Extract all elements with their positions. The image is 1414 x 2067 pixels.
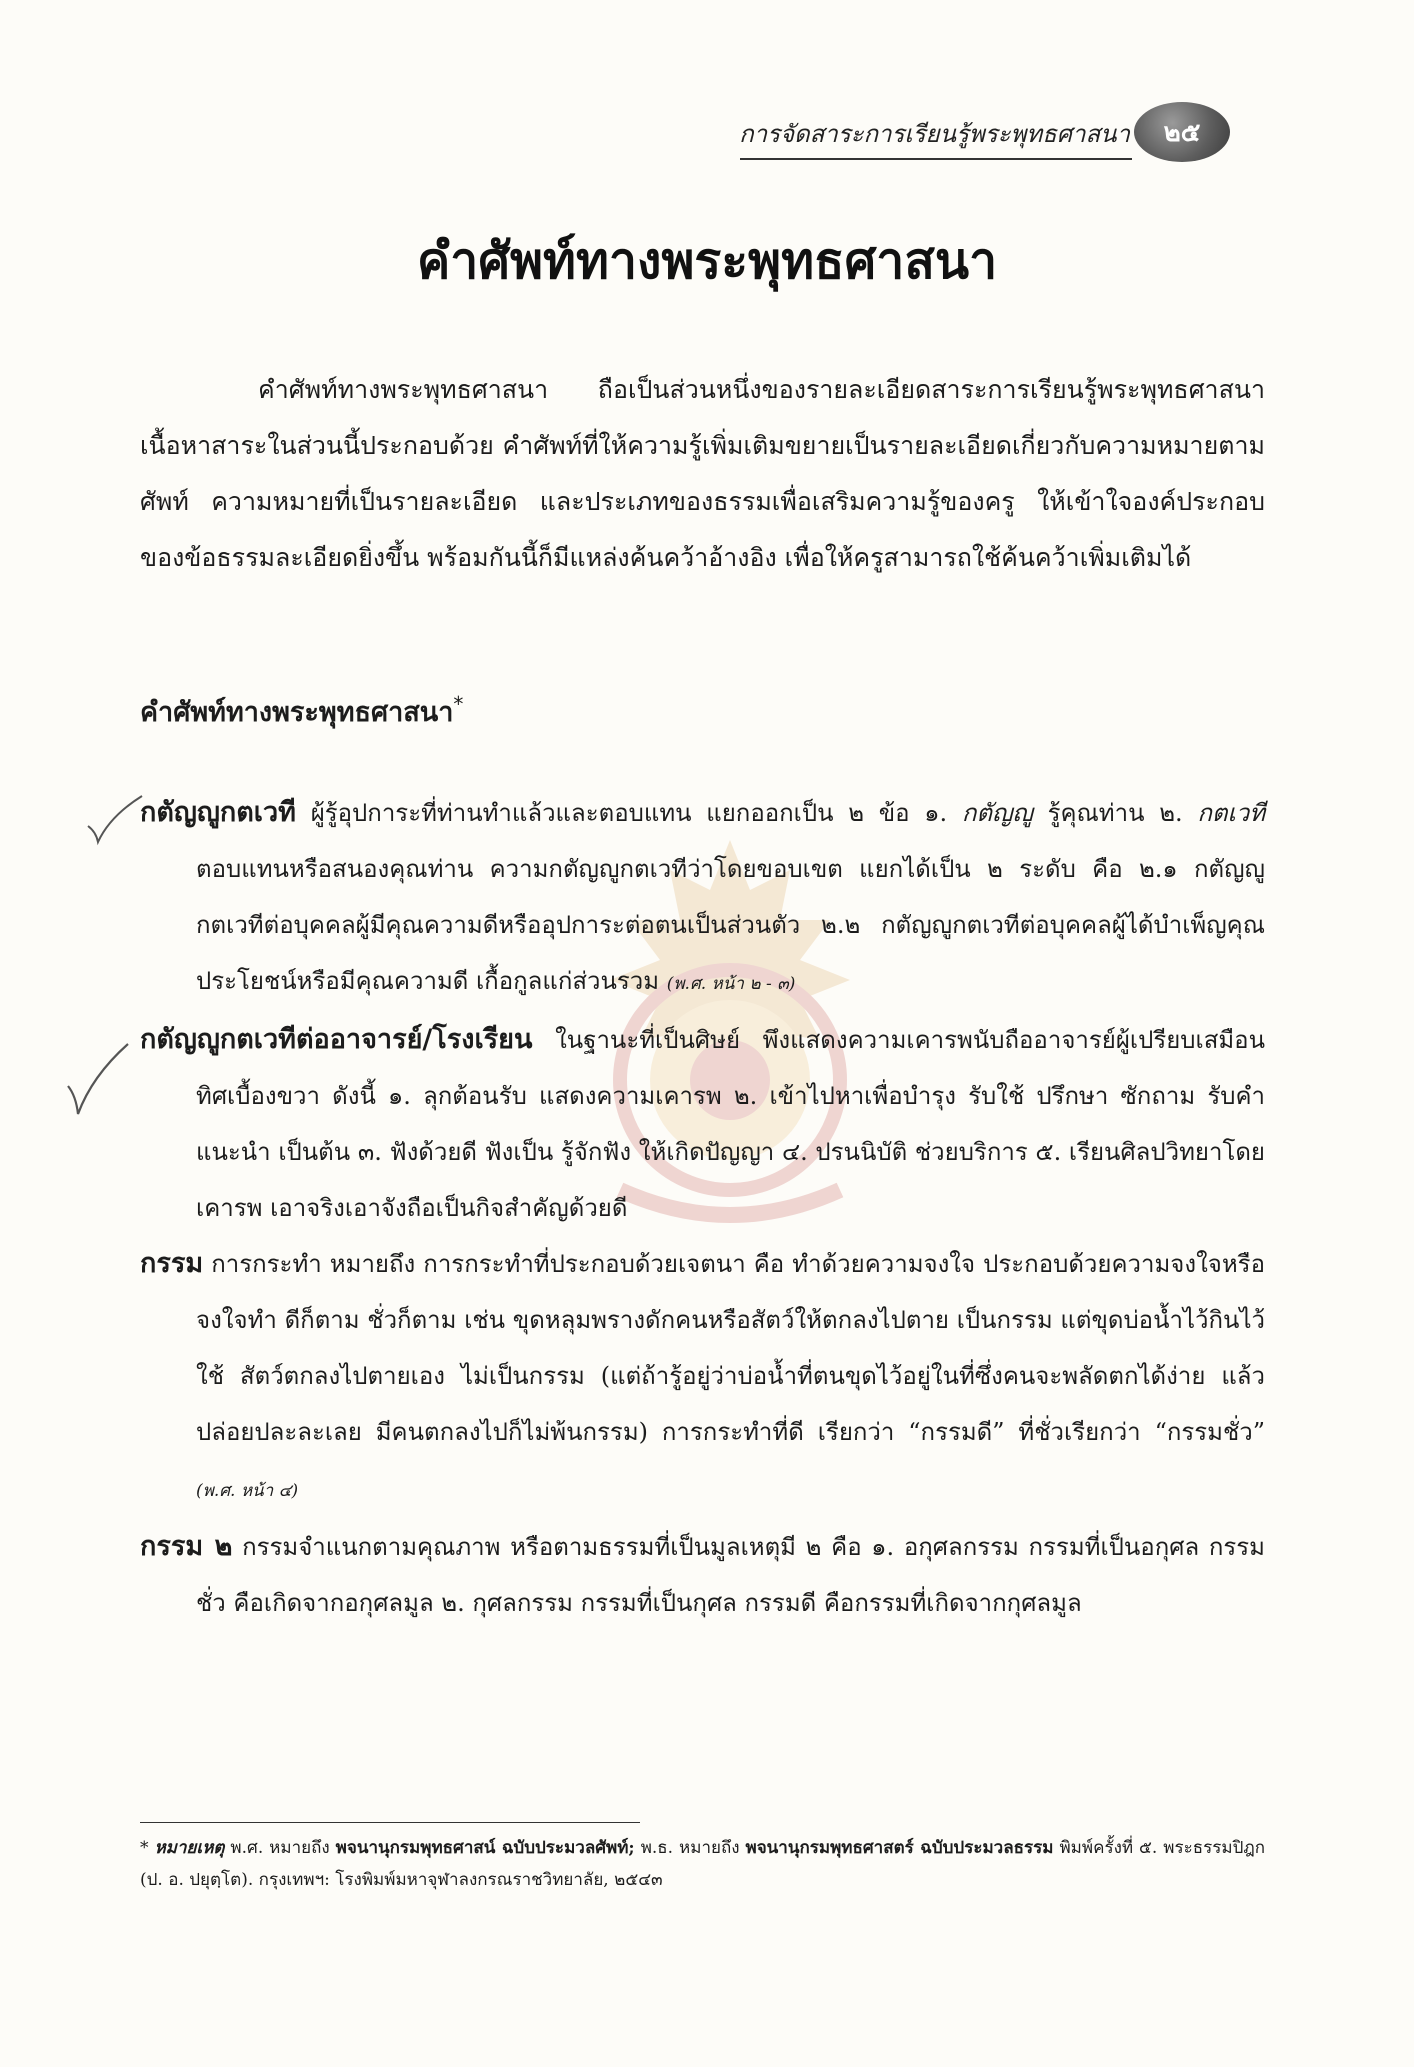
glossary-entries [140,785,1265,1631]
running-title: การจัดสาระการเรียนรู้พระพุทธศาสนา [739,120,1130,148]
entry-text: การกระทำ หมายถึง การกระทำที่ประกอบด้วยเจตนา คือ ทำด้วยความจงใจ ประกอบด้วยความจงใจหรือจงใจทำ ดีก็ตาม ชั่วก็ตาม เช่น ขุดหลุมพรางดักคนหรือสัตว์ให้ตกลงไปตาย เป็นกรรม แต่ขุดบ่อน้ำไว้กินไว้ใช้ สัตว์ตกลงไปตายเอง ไม่เป็นกรรม (แต่ถ้ารู้อยู่ว่าบ่อน้ำที่ตนขุดไว้อยู่ในที่ซึ่งคนจะพลัดตกได้ง่าย แล้วปล่อยปละละเลย มีคนตกลงไปก็ไม่พ้นกรรม) การกระทำที่ดี เรียกว่า “กรรมดี” ที่ชั่วเรียกว่า “กรรมชั่ว” [196,1250,1265,1446]
entry-text: ในฐานะที่เป็นศิษย์ พึงแสดงความเคารพนับถืออาจารย์ผู้เปรียบเสมือนทิศเบื้องขวา ดังนี้ ๑. ลุกต้อนรับ แสดงความเคารพ ๒. เข้าไปหาเพื่อบำรุง รับใช้ ปรึกษา ซักถาม รับคำแนะนำ เป็นต้น ๓. ฟังด้วยดี ฟังเป็น รู้จักฟัง ให้เกิดปัญญา ๔. ปรนนิบัติ ช่วยบริการ ๕. เรียนศิลปวิทยาโดยเคารพ เอาจริงเอาจังถือเป็นกิจสำคัญด้วยดี [196,1026,1265,1222]
page-header [700,100,1240,170]
page-number-badge [1134,102,1230,162]
entry-text: กรรมจำแนกตามคุณภาพ หรือตามธรรมที่เป็นมูลเหตุมี ๒ คือ ๑. อกุศลกรรม กรรมที่เป็นอกุศล กรรมชั่ว คือเกิดจากอกุศลมูล ๒. กุศลกรรม กรรมที่เป็นกุศล กรรมดี คือกรรมที่เกิดจากกุศลมูล [196,1533,1265,1617]
footnote-label: หมายเหตุ [154,1838,225,1858]
entry-italic-term: กตเวที [1197,799,1266,827]
footnote-mark: * [140,1838,149,1858]
page-title: คำศัพท์ทางพระพุทธศาสนา [416,232,998,290]
footnote-source-title: พจนานุกรมพุทธศาสน์ ฉบับประมวลศัพท์; [335,1838,635,1858]
entry-term: กตัญญูกตเวทีต่ออาจารย์/โรงเรียน [140,1024,533,1055]
page-number: ๒๕ [1163,117,1201,148]
entry-term: กรรม ๒ [140,1531,233,1562]
glossary-entry [140,1236,1265,1519]
footnote-rule [140,1822,640,1823]
entry-reference: (พ.ศ. หน้า ๒ - ๓) [666,974,796,994]
footnote-text: พิมพ์ครั้งที่ ๕. พระธรรมปิฎก (ป. อ. ปยุตฺโต). กรุงเทพฯ: โรงพิมพ์มหาจุฬาลงกรณราชวิทยาลัย, ๒๕๔๓ [140,1838,1266,1890]
glossary-entry [140,785,1265,1012]
footnote-text: พ.ธ. หมายถึง [640,1838,740,1858]
intro-text: คำศัพท์ทางพระพุทธศาสนา ถือเป็นส่วนหนึ่งของรายละเอียดสาระการเรียนรู้พระพุทธศาสนา เนื้อหาสาระในส่วนนี้ประกอบด้วย คำศัพท์ที่ให้ความรู้เพิ่มเติมขยายเป็นรายละเอียดเกี่ยวกับความหมายตามศัพท์ ความหมายที่เป็นรายละเอียด และประเภทของธรรมเพื่อเสริมความรู้ของครู ให้เข้าใจองค์ประกอบของข้อธรรมละเอียดยิ่งขึ้น พร้อมกันนี้ก็มีแหล่งค้นคว้าอ้างอิง เพื่อให้ครูสามารถใช้ค้นคว้าเพิ่มเติมได้ [140,375,1265,572]
glossary-entry [140,1519,1265,1631]
section-heading [140,690,463,733]
entry-text: รู้คุณท่าน ๒. [1047,799,1183,827]
entry-term: กตัญญูกตเวที [140,797,296,828]
entry-reference: (พ.ศ. หน้า ๔) [196,1481,299,1501]
intro-paragraph [140,362,1265,586]
section-heading-text: คำศัพท์ทางพระพุทธศาสนา [140,697,454,728]
handwritten-check-icon [62,1040,132,1120]
footnote-text: พ.ศ. หมายถึง [230,1838,330,1858]
footnote-source-title: พจนานุกรมพุทธศาสตร์ ฉบับประมวลธรรม [745,1838,1054,1858]
entry-text: ผู้รู้อุปการะที่ท่านทำแล้วและตอบแทน แยกออกเป็น ๒ ข้อ ๑. [310,799,948,827]
entry-italic-term: กตัญญู [961,799,1033,827]
footnote [140,1832,1265,1896]
entry-term: กรรม [140,1248,204,1279]
entry-text: ตอบแทนหรือสนองคุณท่าน ความกตัญญูกตเวทีว่าโดยขอบเขต แยกได้เป็น ๒ ระดับ คือ ๒.๑ กตัญญูกตเวทีต่อบุคคลผู้มีคุณความดีหรืออุปการะต่อตนเป็นส่วนตัว ๒.๒ กตัญญูกตเวทีต่อบุคคลผู้ได้บำเพ็ญคุณประโยชน์หรือมีคุณความดี เกื้อกูลแก่ส่วนรวม [196,855,1265,995]
header-rule [740,158,1132,160]
footnote-marker: * [453,692,464,716]
glossary-entry [140,1012,1265,1236]
